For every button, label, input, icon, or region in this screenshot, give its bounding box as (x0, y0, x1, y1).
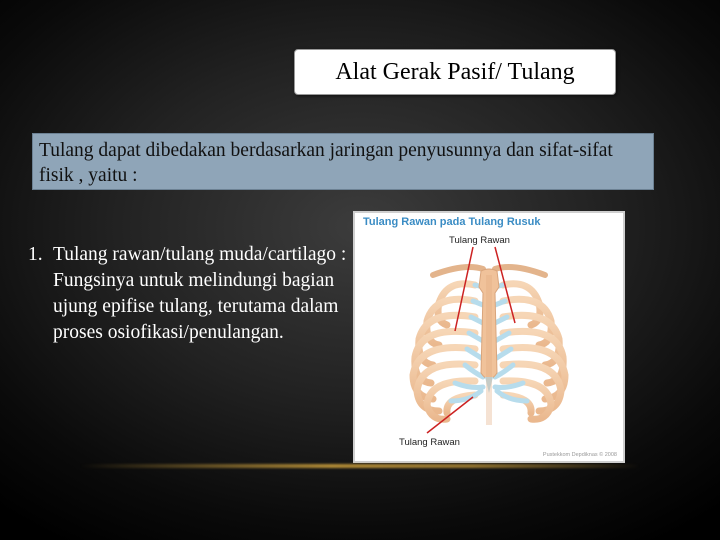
ribcage-figure (353, 211, 625, 463)
figure-title: Tulang Rawan pada Tulang Rusuk (363, 216, 541, 228)
list-item-text: Tulang rawan/tulang muda/cartilago : Fungsinya untuk melindungi bagian ujung epifise tulang, terutama dalam proses osiofikasi/penulangan. (53, 244, 347, 343)
slide-title: Alat Gerak Pasif/ Tulang (335, 58, 575, 85)
slide-title-box (294, 49, 616, 95)
decorative-glow-line (80, 464, 640, 468)
figure-credit: Pustekkom Depdiknas © 2008 (542, 452, 617, 458)
list-item-number: 1. (28, 244, 43, 265)
bullet-list (28, 242, 348, 346)
intro-text: Tulang dapat dibedakan berdasarkan jaringan penyusunnya dan sifat-sifat fisik , yaitu : (39, 140, 613, 186)
figure-label-top: Tulang Rawan (449, 235, 510, 246)
ribcage-illustration (355, 213, 623, 461)
figure-label-bottom: Tulang Rawan (399, 437, 460, 448)
list-item (28, 242, 348, 346)
intro-text-box (32, 133, 654, 190)
